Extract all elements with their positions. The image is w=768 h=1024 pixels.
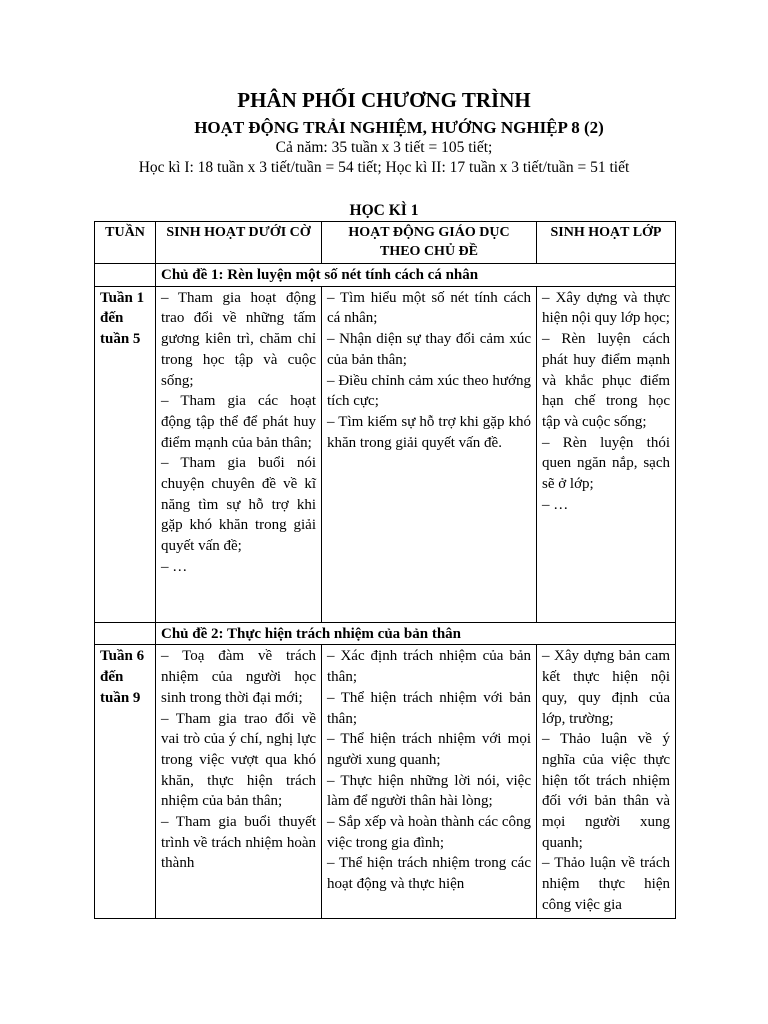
semester-summary: Học kì I: 18 tuần x 3 tiết/tuần = 54 tiết; Học kì II: 17 tuần x 3 tiết/tuần = 51 tiết [138,159,630,176]
list-item: – Sắp xếp và hoàn thành các công việc trong gia đình; [327,814,531,851]
header-class-activity: SINH HOẠT LỚP [537,222,676,264]
class-activity-cell [537,286,676,622]
list-item: – Tham gia hoạt động trao đổi về những tấm gương kiên trì, chăm chỉ trong học tập và cuộc sống; [161,289,316,389]
list-item: – Thể hiện trách nhiệm trong các hoạt động và thực hiện [327,855,531,893]
semester-heading: HỌC KÌ 1 [349,202,419,219]
topic-title: Chủ đề 1: Rèn luyện một số nét tính cách cá nhân [156,264,676,287]
list-item: – Tìm hiểu một số nét tính cách cá nhân; [327,289,531,327]
header-flag-activity: SINH HOẠT DƯỚI CỜ [156,222,322,264]
header-theme-activity: HOẠT ĐỘNG GIÁO DỤC THEO CHỦ ĐỀ [322,222,537,264]
document-title: PHÂN PHỐI CHƯƠNG TRÌNH [237,88,531,112]
list-item: – Nhận diện sự thay đổi cảm xúc của bản thân; [327,331,531,368]
topic-spacer [95,264,156,287]
flag-activity-cell [156,286,322,622]
topic-row [95,264,676,287]
week-cell: Tuần 6 đến tuần 9 [95,645,156,919]
list-item: – Thảo luận về ý nghĩa của việc thực hiện tốt trách nhiệm đối với bản thân và mọi người xung quanh; [542,731,670,851]
list-item: – Thể hiện trách nhiệm với bản thân; [327,689,531,727]
header-week: TUẦN [95,222,156,264]
list-item: – Tham gia buổi thuyết trình về trách nhiệm hoàn thành [161,814,316,872]
theme-activity-cell [322,645,537,919]
list-item: – Tham gia buổi nói chuyện chuyên đề về kĩ năng tìm sự hỗ trợ khi gặp khó khăn trong giải quyết vấn đề; [161,455,316,555]
flag-activity-cell [156,645,322,919]
list-item: – Xác định trách nhiệm của bản thân; [327,648,531,686]
table-row [95,645,676,919]
table-row [95,286,676,622]
list-item: – … [161,558,188,575]
theme-activity-cell [322,286,537,622]
week-cell: Tuần 1 đến tuần 5 [95,286,156,622]
topic-row [95,622,676,645]
topic-title: Chủ đề 2: Thực hiện trách nhiệm của bản thân [156,622,676,645]
list-item: – Tham gia các hoạt động tập thể để phát huy điểm mạnh của bản thân; [161,393,316,451]
list-item: – Xây dựng và thực hiện nội quy lớp học; [542,289,670,327]
list-item: – Tìm kiếm sự hỗ trợ khi gặp khó khăn trong giải quyết vấn đề. [327,413,531,451]
list-item: – Rèn luyện cách phát huy điểm mạnh và khắc phục điểm hạn chế trong học tập và cuộc sống; [542,331,670,430]
document-subtitle: HOẠT ĐỘNG TRẢI NGHIỆM, HƯỚNG NGHIỆP 8 (2) [194,118,604,137]
class-activity-cell [537,645,676,919]
list-item: – Rèn luyện thói quen ngăn nắp, sạch sẽ ở lớp; [542,434,670,493]
list-item: – Tham gia trao đổi về vai trò của ý chí, nghị lực trong việc vượt qua khó khăn, thực hiện trách nhiệm của bản thân; [161,710,316,810]
table-header-row [95,222,676,264]
list-item: – Thực hiện những lời nói, việc làm để người thân hài lòng; [327,772,531,810]
program-table [94,221,676,919]
topic-spacer [95,622,156,645]
list-item: – … [542,496,569,513]
list-item: – Thể hiện trách nhiệm với mọi người xung quanh; [327,731,531,768]
list-item: – Thảo luận về trách nhiệm thực hiện công việc gia [542,855,670,913]
list-item: – Toạ đàm về trách nhiệm của người học sinh trong thời đại mới; [161,648,316,706]
year-summary: Cả năm: 35 tuần x 3 tiết = 105 tiết; [275,139,493,156]
list-item: – Xây dựng bản cam kết thực hiện nội quy, quy định của lớp, trường; [542,648,670,727]
list-item: – Điều chỉnh cảm xúc theo hướng tích cực; [327,372,531,410]
